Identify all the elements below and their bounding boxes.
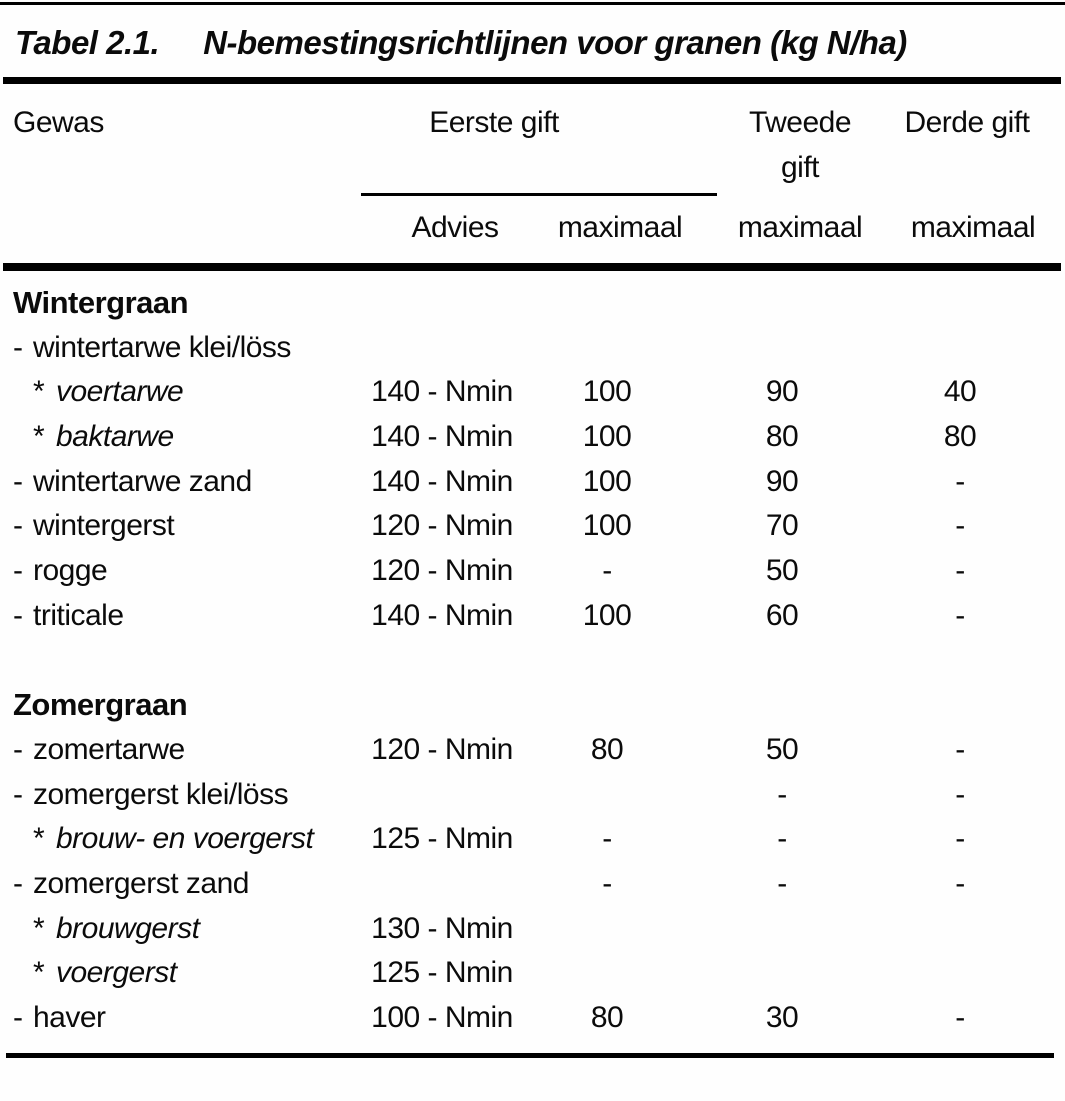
derde-maximaal-value: - <box>955 1001 965 1034</box>
table-row <box>0 728 1065 773</box>
table-row <box>0 907 1065 952</box>
derde-maximaal-value: - <box>955 822 965 856</box>
advies-value: 125 - Nmin <box>371 956 513 990</box>
col-header-advies: Advies <box>411 211 499 244</box>
derde-maximaal-value <box>877 951 1043 996</box>
crop-cell <box>0 326 357 371</box>
tweede-maximaal-value: 60 <box>765 598 799 632</box>
row-marker: - <box>13 464 23 498</box>
table-row <box>0 549 1065 594</box>
group-name: Wintergraan <box>13 285 189 320</box>
crop-name: voergerst <box>56 956 177 990</box>
advies-value: 140 - Nmin <box>371 375 513 409</box>
bottom-rule <box>6 1053 1054 1058</box>
tweede-maximaal-value: 90 <box>765 464 799 498</box>
crop-cell <box>0 996 357 1041</box>
row-marker: - <box>13 866 23 900</box>
advies-value: 140 - Nmin <box>371 464 513 498</box>
eerste-maximaal-value: - <box>602 554 612 588</box>
eerste-maximaal-value <box>527 951 687 996</box>
tweede-maximaal-value: - <box>777 866 787 900</box>
title-rule <box>3 77 1061 84</box>
crop-name: rogge <box>33 554 108 588</box>
tweede-maximaal-value: 50 <box>765 554 799 588</box>
advies-value: 140 - Nmin <box>371 420 513 454</box>
row-marker: - <box>13 554 23 588</box>
crop-cell <box>0 817 357 862</box>
row-marker: * <box>33 420 45 454</box>
advies-value: 100 - Nmin <box>371 1001 513 1034</box>
table-title <box>15 24 907 62</box>
tweede-maximaal-value: 70 <box>765 509 799 543</box>
crop-cell <box>0 370 357 415</box>
derde-maximaal-value: - <box>955 598 965 632</box>
tweede-maximaal-value: - <box>777 777 787 811</box>
derde-maximaal-value: - <box>955 777 965 811</box>
table-row <box>0 817 1065 862</box>
row-marker: - <box>13 1001 23 1034</box>
derde-maximaal-value <box>877 907 1043 952</box>
table-row <box>0 862 1065 907</box>
col-header-maximaal-derde: maximaal <box>910 211 1036 244</box>
col-header-gewas: Gewas <box>13 106 104 139</box>
group-header-row <box>0 281 1065 326</box>
table-number: Tabel 2.1. <box>15 24 160 61</box>
table-row <box>0 326 1065 371</box>
advies-value: 120 - Nmin <box>371 509 513 543</box>
advies-value: 120 - Nmin <box>371 732 513 766</box>
eerste-maximaal-value: 100 <box>582 375 632 409</box>
advies-value: 120 - Nmin <box>371 554 513 588</box>
tweede-maximaal-value: 80 <box>765 420 799 454</box>
table-row <box>0 370 1065 415</box>
group-header-row <box>0 683 1065 728</box>
row-marker: - <box>13 330 23 364</box>
derde-maximaal-value <box>877 326 1043 371</box>
col-header-tweede-gift: Tweede gift <box>748 106 852 184</box>
crop-cell <box>0 504 357 549</box>
tweede-maximaal-value <box>687 951 877 996</box>
tweede-maximaal-value: - <box>777 822 787 856</box>
table-body <box>0 281 1065 1041</box>
crop-name: brouw- en voergerst <box>56 822 314 856</box>
crop-cell <box>0 415 357 460</box>
derde-maximaal-value: 40 <box>943 375 977 409</box>
eerste-maximaal-value <box>527 907 687 952</box>
advies-value: 130 - Nmin <box>371 911 513 945</box>
crop-cell <box>0 951 357 996</box>
eerste-maximaal-value: 100 <box>582 509 632 543</box>
top-rule <box>0 2 1065 5</box>
row-marker: * <box>33 911 45 945</box>
crop-name: triticale <box>33 598 124 632</box>
advies-value <box>357 862 527 907</box>
col-header-maximaal-tweede: maximaal <box>737 211 863 244</box>
eerste-maximaal-value: 80 <box>590 732 624 766</box>
col-header-eerste-gift: Eerste gift <box>429 106 559 139</box>
crop-name: haver <box>33 1001 106 1034</box>
table-row <box>0 773 1065 818</box>
crop-name: wintertarwe zand <box>33 464 252 498</box>
crop-name: zomergerst zand <box>33 866 249 900</box>
table-row <box>0 415 1065 460</box>
eerste-maximaal-value: - <box>602 866 612 900</box>
tweede-maximaal-value: 90 <box>765 375 799 409</box>
eerste-maximaal-value <box>527 326 687 371</box>
crop-cell <box>0 907 357 952</box>
crop-cell <box>0 773 357 818</box>
derde-maximaal-value: - <box>955 464 965 498</box>
eerste-maximaal-value: - <box>602 822 612 856</box>
header-rule <box>3 263 1061 271</box>
tweede-maximaal-value <box>687 326 877 371</box>
derde-maximaal-value: - <box>955 554 965 588</box>
row-marker: * <box>33 956 45 990</box>
crop-cell <box>0 728 357 773</box>
crop-cell <box>0 549 357 594</box>
table-caption: N-bemestingsrichtlijnen voor granen (kg N/ha) <box>203 24 907 61</box>
derde-maximaal-value: - <box>955 732 965 766</box>
table-row <box>0 504 1065 549</box>
tweede-maximaal-value: 30 <box>765 1001 799 1034</box>
crop-name: brouwgerst <box>56 911 200 945</box>
eerste-maximaal-value: 80 <box>590 1001 624 1034</box>
derde-maximaal-value: - <box>955 509 965 543</box>
crop-name: zomergerst klei/löss <box>33 777 289 811</box>
advies-value: 125 - Nmin <box>371 822 513 856</box>
row-marker: * <box>33 375 45 409</box>
row-marker: * <box>33 822 45 856</box>
crop-name: wintertarwe klei/löss <box>33 330 291 364</box>
crop-name: zomertarwe <box>33 732 185 766</box>
eerste-maximaal-value: 100 <box>582 598 632 632</box>
row-marker: - <box>13 777 23 811</box>
advies-value <box>357 773 527 818</box>
crop-cell <box>0 594 357 639</box>
table-row <box>0 594 1065 639</box>
eerste-gift-underline <box>361 193 717 196</box>
col-header-derde-gift: Derde gift <box>904 106 1030 139</box>
table-row <box>0 951 1065 996</box>
crop-name: voertarwe <box>56 375 184 409</box>
col-header-maximaal-eerste: maximaal <box>557 211 683 244</box>
eerste-maximaal-value: 100 <box>582 464 632 498</box>
row-marker: - <box>13 598 23 632</box>
derde-maximaal-value: - <box>955 866 965 900</box>
table-row <box>0 996 1065 1041</box>
eerste-maximaal-value <box>527 773 687 818</box>
advies-value <box>357 326 527 371</box>
group-name: Zomergraan <box>13 687 188 723</box>
derde-maximaal-value: 80 <box>943 420 977 454</box>
crop-name: baktarwe <box>56 420 174 454</box>
advies-value: 140 - Nmin <box>371 598 513 632</box>
row-marker: - <box>13 732 23 766</box>
crop-cell <box>0 862 357 907</box>
crop-name: wintergerst <box>33 509 175 543</box>
tweede-maximaal-value <box>687 907 877 952</box>
eerste-maximaal-value: 100 <box>582 420 632 454</box>
row-marker: - <box>13 509 23 543</box>
table-row <box>0 460 1065 505</box>
tweede-maximaal-value: 50 <box>765 732 799 766</box>
crop-cell <box>0 460 357 505</box>
